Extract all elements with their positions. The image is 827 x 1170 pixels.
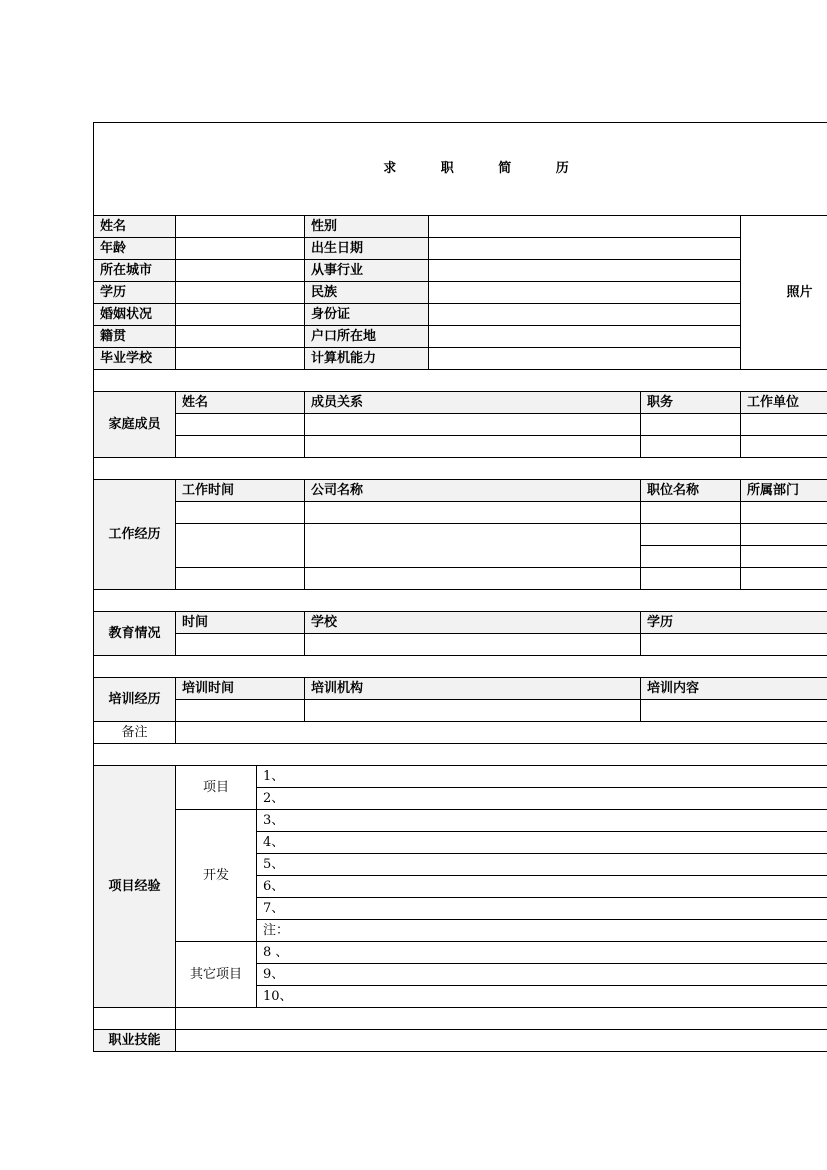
project-item[interactable]: 4、: [257, 832, 827, 854]
education-header-time: 时间: [176, 612, 305, 634]
family-cell[interactable]: [305, 414, 641, 436]
label-ethnicity: 民族: [305, 282, 429, 304]
label-computer: 计算机能力: [305, 348, 429, 370]
project-item[interactable]: 3、: [257, 810, 827, 832]
family-header-name: 姓名: [176, 392, 305, 414]
project-group-name: 项目: [176, 766, 257, 810]
family-header-position: 职务: [641, 392, 741, 414]
label-native-place: 籍贯: [94, 326, 176, 348]
family-cell[interactable]: [741, 414, 827, 436]
education-cell[interactable]: [641, 634, 827, 656]
project-group-name: 开发: [176, 810, 257, 942]
work-header-title: 职位名称: [641, 480, 741, 502]
remarks-label: 备注: [94, 722, 176, 744]
resume-form: [93, 122, 827, 1052]
family-cell[interactable]: [641, 436, 741, 458]
birthdate-field[interactable]: [429, 238, 741, 260]
training-header-institution: 培训机构: [305, 678, 641, 700]
project-note[interactable]: 注：: [257, 920, 827, 942]
remarks-field[interactable]: [176, 722, 827, 744]
work-cell[interactable]: [176, 524, 305, 568]
work-cell[interactable]: [741, 568, 827, 590]
school-field[interactable]: [176, 348, 305, 370]
label-birthdate: 出生日期: [305, 238, 429, 260]
project-item[interactable]: 2、: [257, 788, 827, 810]
work-cell[interactable]: [305, 568, 641, 590]
work-cell[interactable]: [641, 568, 741, 590]
label-school: 毕业学校: [94, 348, 176, 370]
label-degree: 学历: [94, 282, 176, 304]
city-field[interactable]: [176, 260, 305, 282]
family-cell[interactable]: [641, 414, 741, 436]
page-title: 求 职 简 历: [94, 123, 827, 216]
photo-box[interactable]: 照片: [741, 216, 827, 370]
training-label: 培训经历: [94, 678, 176, 722]
label-age: 年龄: [94, 238, 176, 260]
project-item[interactable]: 5、: [257, 854, 827, 876]
degree-field[interactable]: [176, 282, 305, 304]
native-place-field[interactable]: [176, 326, 305, 348]
ethnicity-field[interactable]: [429, 282, 741, 304]
label-marital: 婚姻状况: [94, 304, 176, 326]
spacer-row: [94, 744, 827, 766]
family-cell[interactable]: [176, 414, 305, 436]
work-cell[interactable]: [305, 524, 641, 568]
label-household: 户口所在地: [305, 326, 429, 348]
family-label: 家庭成员: [94, 392, 176, 458]
blank-cell: [94, 1008, 176, 1030]
work-header-company: 公司名称: [305, 480, 641, 502]
skills-label: 职业技能: [94, 1030, 176, 1052]
project-item[interactable]: 10、: [257, 986, 827, 1008]
name-field[interactable]: [176, 216, 305, 238]
industry-field[interactable]: [429, 260, 741, 282]
label-city: 所在城市: [94, 260, 176, 282]
label-id-card: 身份证: [305, 304, 429, 326]
blank-cell: [176, 1008, 827, 1030]
work-cell[interactable]: [305, 502, 641, 524]
spacer-row: [94, 656, 827, 678]
family-cell[interactable]: [305, 436, 641, 458]
education-header-degree: 学历: [641, 612, 827, 634]
family-header-employer: 工作单位: [741, 392, 827, 414]
work-cell[interactable]: [741, 524, 827, 546]
computer-field[interactable]: [429, 348, 741, 370]
work-header-department: 所属部门: [741, 480, 827, 502]
training-header-content: 培训内容: [641, 678, 827, 700]
id-card-field[interactable]: [429, 304, 741, 326]
spacer-row: [94, 370, 827, 392]
work-cell[interactable]: [176, 502, 305, 524]
work-cell[interactable]: [176, 568, 305, 590]
work-cell[interactable]: [641, 502, 741, 524]
education-cell[interactable]: [305, 634, 641, 656]
education-cell[interactable]: [176, 634, 305, 656]
family-cell[interactable]: [741, 436, 827, 458]
age-field[interactable]: [176, 238, 305, 260]
project-group-name: 其它项目: [176, 942, 257, 1008]
label-name: 姓名: [94, 216, 176, 238]
spacer-row: [94, 458, 827, 480]
family-cell[interactable]: [176, 436, 305, 458]
project-item[interactable]: 7、: [257, 898, 827, 920]
spacer-row: [94, 590, 827, 612]
education-label: 教育情况: [94, 612, 176, 656]
skills-field[interactable]: [176, 1030, 827, 1052]
work-header-time: 工作时间: [176, 480, 305, 502]
work-cell[interactable]: [641, 546, 741, 568]
work-label: 工作经历: [94, 480, 176, 590]
training-header-time: 培训时间: [176, 678, 305, 700]
training-cell[interactable]: [176, 700, 305, 722]
training-cell[interactable]: [305, 700, 641, 722]
household-field[interactable]: [429, 326, 741, 348]
project-item[interactable]: 6、: [257, 876, 827, 898]
training-cell[interactable]: [641, 700, 827, 722]
work-cell[interactable]: [741, 546, 827, 568]
project-item[interactable]: 1、: [257, 766, 827, 788]
projects-label: 项目经验: [94, 766, 176, 1008]
project-item[interactable]: 9、: [257, 964, 827, 986]
label-industry: 从事行业: [305, 260, 429, 282]
gender-field[interactable]: [429, 216, 741, 238]
label-gender: 性别: [305, 216, 429, 238]
family-header-relation: 成员关系: [305, 392, 641, 414]
marital-field[interactable]: [176, 304, 305, 326]
work-cell[interactable]: [641, 524, 741, 546]
project-item[interactable]: 8 、: [257, 942, 827, 964]
education-header-school: 学校: [305, 612, 641, 634]
work-cell[interactable]: [741, 502, 827, 524]
